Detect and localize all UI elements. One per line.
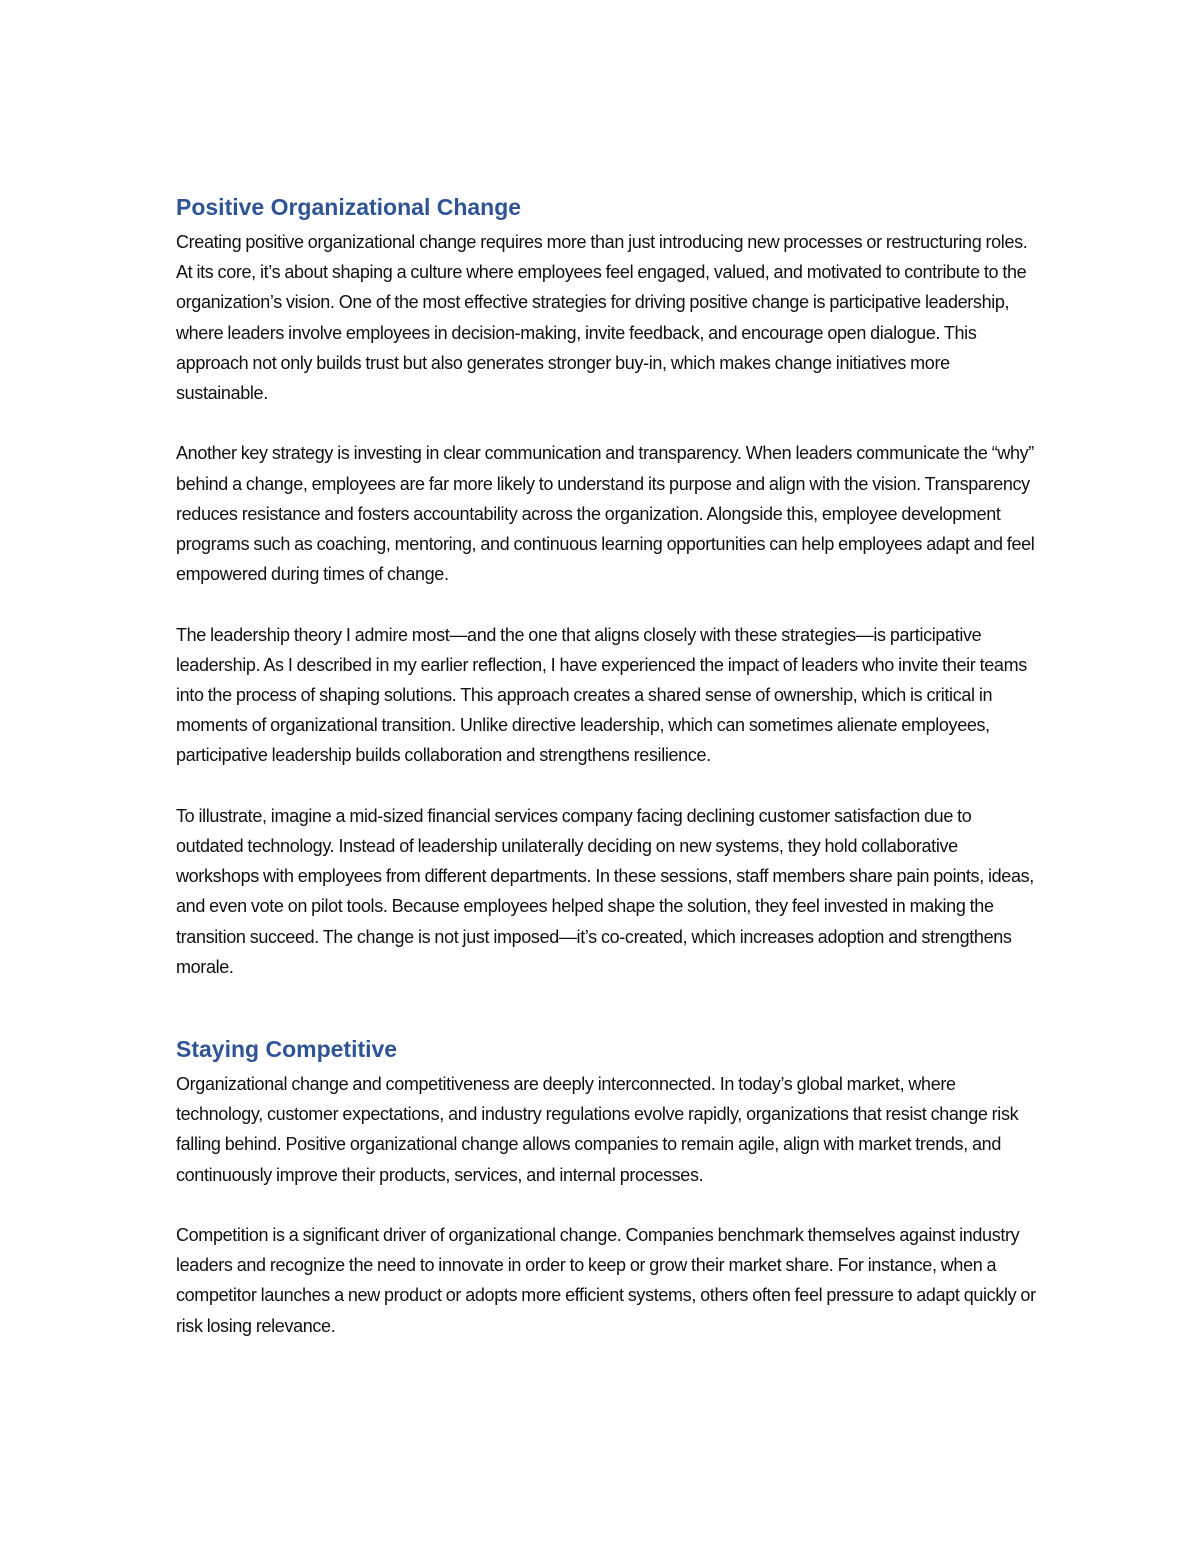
paragraph: The leadership theory I admire most—and the one that aligns closely with these strategies—is participative leadership. As I described in my earlier reflection, I have experienced the impact of leaders who invite their teams into the process of shaping solutions. This approach creates a shared sense of ownership, which is critical in moments of organizational transition. Unlike directive leadership, which can sometimes alienate employees, participative leadership builds collaboration and strengthens resilience.	[176, 624, 1027, 766]
paragraph: Organizational change and competitiveness are deeply interconnected. In today’s global market, where technology, customer expectations, and industry regulations evolve rapidly, organizations that resist change risk falling behind. Positive organizational change allows companies to remain agile, align with market trends, and continuously improve their products, services, and internal processes.	[176, 1074, 1019, 1185]
section-heading-staying-competitive: Staying Competitive	[176, 1036, 398, 1063]
paragraph: Competition is a significant driver of organizational change. Companies benchmark themselves against industry leaders and recognize the need to innovate in order to keep or grow their market share. For instance, when a competitor launches a new product or adopts more efficient systems, others often feel pressure to adapt quickly or risk losing relevance.	[176, 1225, 1036, 1336]
paragraph: To illustrate, imagine a mid-sized financial services company facing declining customer satisfaction due to outdated technology. Instead of leadership unilaterally deciding on new systems, they hold collaborative workshops with employees from different departments. In these sessions, staff members share pain points, ideas, and even vote on pilot tools. Because employees helped shape the solution, they feel invested in making the transition succeed. The change is not just imposed—it’s co-created, which increases adoption and strengthens morale.	[176, 805, 1034, 977]
paragraph: Creating positive organizational change requires more than just introducing new processes or restructuring roles. At its core, it’s about shaping a culture where employees feel engaged, valued, and motivated to contribute to the organization’s vision. One of the most effective strategies for driving positive change is participative leadership, where leaders involve employees in decision-making, invite feedback, and encourage open dialogue. This approach not only builds trust but also generates stronger buy-in, which makes change initiatives more sustainable.	[176, 232, 1028, 404]
document-body	[176, 190, 1036, 1341]
section-heading-positive-change: Positive Organizational Change	[176, 194, 522, 220]
paragraph: Another key strategy is investing in clear communication and transparency. When leaders communicate the “why” behind a change, employees are far more likely to understand its purpose and align with the vision. Transparency reduces resistance and fosters accountability across the organization. Alongside this, employee development programs such as coaching, mentoring, and continuous learning opportunities can help employees adapt and feel empowered during times of change.	[176, 443, 1035, 585]
